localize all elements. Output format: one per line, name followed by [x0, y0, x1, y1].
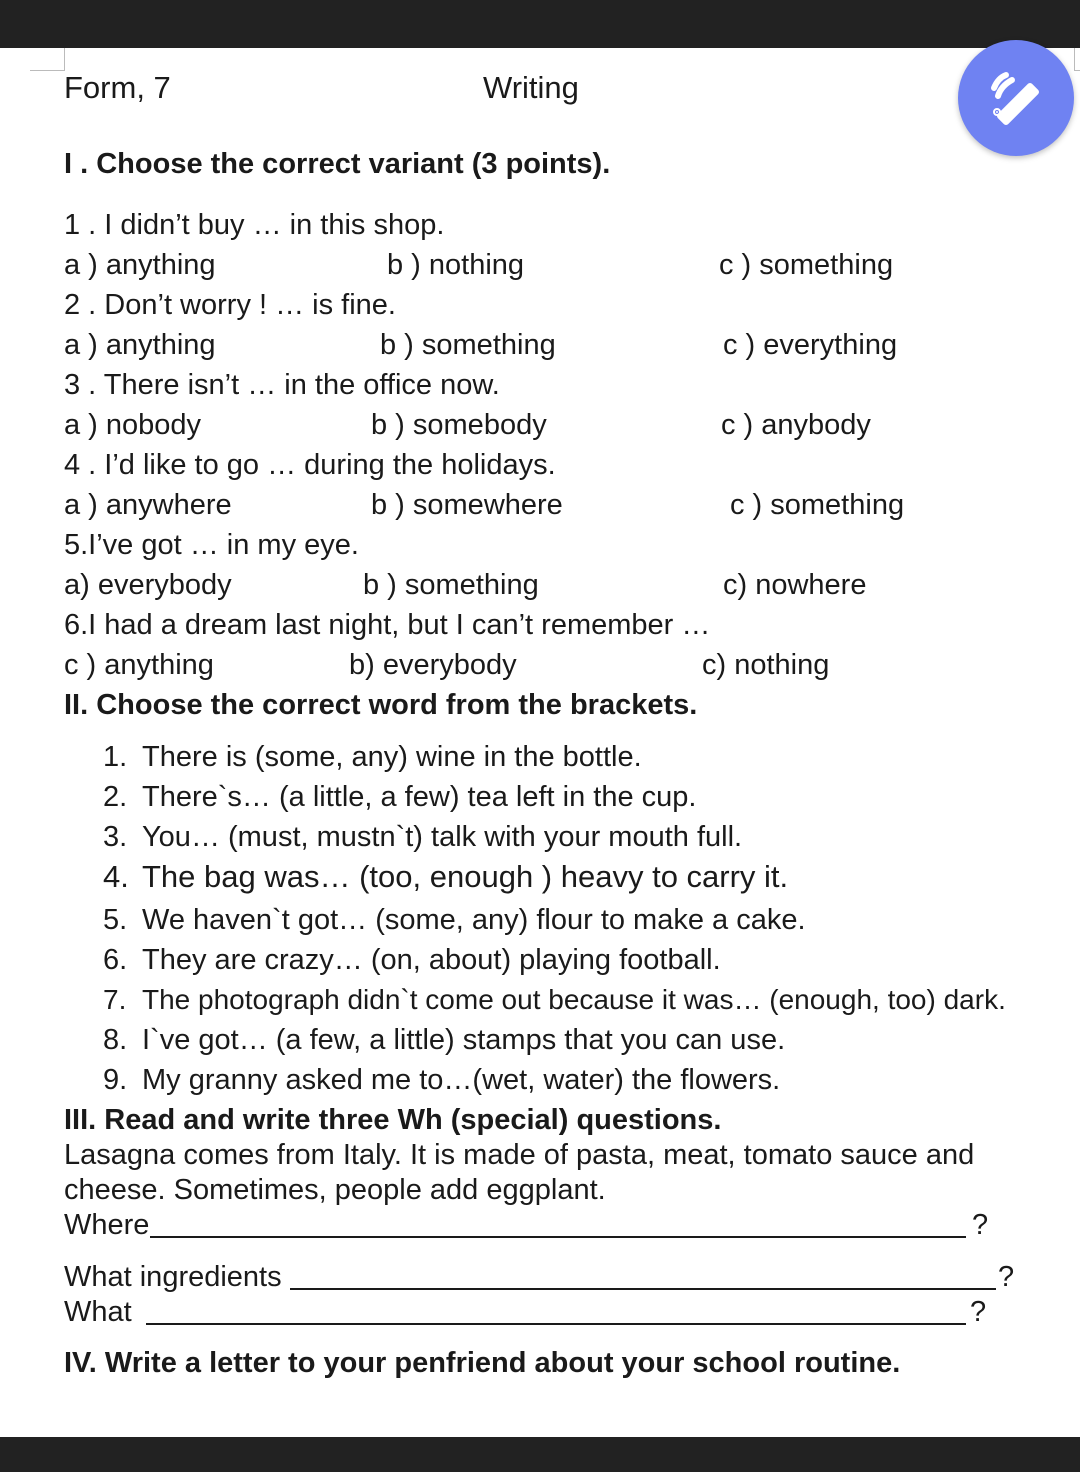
pencil-edit-icon [984, 66, 1048, 130]
question-ingredients-mark: ? [998, 1261, 1015, 1293]
option-5a: a) everybody [64, 569, 232, 601]
page-title: Writing [483, 70, 579, 105]
option-6a: c ) anything [64, 649, 214, 681]
question-2: 2 . Don’t worry ! … is fine. [64, 289, 396, 321]
option-1b: b ) nothing [387, 249, 525, 281]
item-6-text: They are crazy… (on, about) playing football. [142, 944, 721, 976]
question-where-label: Where [64, 1209, 150, 1241]
option-3b: b ) somebody [371, 409, 547, 441]
question-what-mark: ? [970, 1296, 987, 1328]
answer-line-where[interactable] [150, 1236, 966, 1238]
option-4b: b ) somewhere [371, 489, 563, 521]
answer-line-what[interactable] [146, 1323, 966, 1325]
question-where-mark: ? [972, 1209, 989, 1241]
reading-text-line-1: Lasagna comes from Italy. It is made of pasta, meat, tomato sauce and [64, 1139, 975, 1171]
option-2a: a ) anything [64, 329, 216, 361]
section-3-title: III. Read and write three Wh (special) questions. [64, 1104, 722, 1136]
option-5b: b ) something [363, 569, 539, 601]
question-6: 6.I had a dream last night, but I can’t remember … [64, 609, 711, 641]
option-2b: b ) something [380, 329, 556, 361]
item-1-number: 1. [103, 741, 128, 773]
item-1-text: There is (some, any) wine in the bottle. [142, 741, 642, 773]
question-ingredients-label: What ingredients [64, 1261, 282, 1293]
question-4: 4 . I’d like to go … during the holidays. [64, 449, 556, 481]
reading-text-line-2: cheese. Sometimes, people add eggplant. [64, 1174, 606, 1206]
item-8-number: 8. [103, 1024, 128, 1056]
form-label: Form, 7 [64, 70, 171, 105]
item-4-text: The bag was… (too, enough ) heavy to carry it. [142, 859, 789, 894]
item-3-number: 3. [103, 821, 128, 853]
option-5c: c) nowhere [723, 569, 867, 601]
option-3a: a ) nobody [64, 409, 202, 441]
item-2-number: 2. [103, 781, 128, 813]
item-7-number: 7. [103, 984, 127, 1015]
item-9-text: My granny asked me to…(wet, water) the flowers. [142, 1064, 781, 1096]
page-corner-mark-right [1074, 48, 1080, 71]
option-4c: c ) something [730, 489, 905, 521]
question-3: 3 . There isn’t … in the office now. [64, 369, 500, 401]
question-5: 5.I’ve got … in my eye. [64, 529, 359, 561]
item-2-text: There`s… (a little, a few) tea left in the cup. [142, 781, 697, 813]
option-4a: a ) anywhere [64, 489, 232, 521]
option-1c: c ) something [719, 249, 894, 281]
question-what-label: What [64, 1296, 132, 1328]
option-6c: c) nothing [702, 649, 830, 681]
item-7-text: The photograph didn`t come out because it was… (enough, too) dark. [142, 984, 1006, 1015]
answer-line-ingredients[interactable] [290, 1288, 996, 1290]
item-8-text: I`ve got… (a few, a little) stamps that you can use. [142, 1024, 786, 1056]
edit-button[interactable] [958, 40, 1074, 156]
item-9-number: 9. [103, 1064, 128, 1096]
bottom-bar [0, 1437, 1080, 1472]
page-corner-mark [30, 48, 65, 71]
option-1a: a ) anything [64, 249, 216, 281]
option-3c: c ) anybody [721, 409, 871, 441]
top-bar [0, 0, 1080, 48]
section-4-title: IV. Write a letter to your penfriend about your school routine. [64, 1347, 901, 1379]
item-5-text: We haven`t got… (some, any) flour to make a cake. [142, 904, 806, 936]
question-1: 1 . I didn’t buy … in this shop. [64, 209, 445, 241]
section-1-title: I . Choose the correct variant (3 points). [64, 148, 611, 180]
item-6-number: 6. [103, 944, 128, 976]
option-6b: b) everybody [349, 649, 517, 681]
item-4-number: 4. [103, 859, 129, 894]
option-2c: c ) everything [723, 329, 898, 361]
item-3-text: You… (must, mustn`t) talk with your mouth full. [142, 821, 743, 853]
item-5-number: 5. [103, 904, 128, 936]
section-2-title: II. Choose the correct word from the brackets. [64, 689, 698, 721]
